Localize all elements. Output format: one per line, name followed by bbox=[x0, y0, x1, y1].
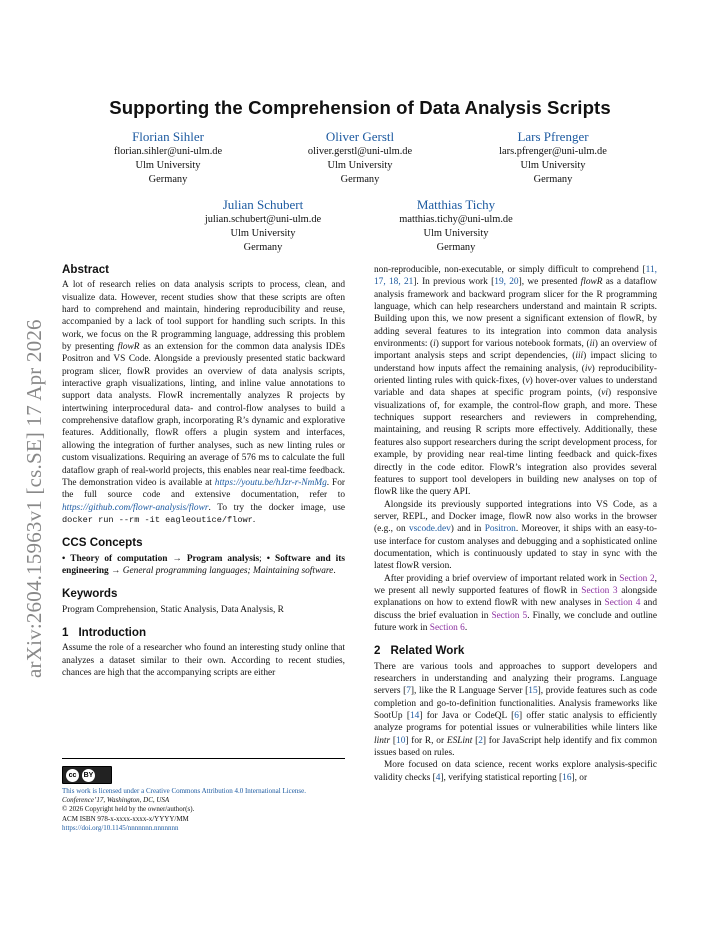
keywords-heading: Keywords bbox=[62, 587, 118, 601]
repository-link[interactable]: https://github.com/flowr-analysis/flowr bbox=[62, 502, 209, 513]
author-affiliation: Ulm University bbox=[327, 159, 393, 171]
introduction-paragraph: Alongside its previously supported integrations into VS Code, as a server, REPL, and Docker image, flowR now also works in the browser (e.g., on vscode.dev) and in Positron. Moreover, it ships with an easy-to-use interface for custom analyses and debugging and a sophisticated online documentation, which is continuously updated to stay in sync with the latest flowR version. bbox=[374, 499, 657, 572]
related-work-text: There are various tools and approaches to support developers and researchers in understanding and analyzing their programs. Language servers [7], like the R Language Server [15], provide features such as code completion and go-to-definition functionalities. Analysis frameworks like SootUp [14] for Java or CodeQL [6] offer static analysis to efficiently analyze programs for potential issues or vulnerabilities while linters like lintr [10] for R, or ESLint [2] for JavaScript help identify and fix common issues based on rules. bbox=[374, 661, 658, 759]
isbn-line: ACM ISBN 978-x-xxxx-xxxx-x/YYYY/MM bbox=[62, 814, 189, 823]
author-email: oliver.gerstl@uni-ulm.de bbox=[307, 146, 413, 157]
section-link[interactable]: Section 4 bbox=[604, 598, 641, 609]
ccs-heading: CCS Concepts bbox=[62, 536, 143, 550]
section-link[interactable]: Section 5 bbox=[491, 610, 528, 621]
introduction-heading: 1 Introduction bbox=[62, 625, 147, 639]
citation-link[interactable]: 16 bbox=[562, 772, 572, 783]
citation-link[interactable]: 4 bbox=[435, 772, 441, 783]
introduction-paragraph: After providing a brief overview of important related work in Section 2, we present all newly supported features of flowR in Section 3 alongside explanations on how to extend flowR with new analyses in Section 4 and discuss the brief evaluation in Section 5. Finally, we conclude and outline future work in Section 6. bbox=[374, 573, 658, 633]
author-name[interactable]: Florian Sihler bbox=[132, 129, 204, 144]
author-affiliation: Ulm University bbox=[520, 159, 586, 171]
docker-command: docker run --rm -it eagleoutice/flowr bbox=[62, 514, 253, 525]
author-email: florian.sihler@uni-ulm.de bbox=[113, 146, 223, 157]
arxiv-identifier: arXiv:2604.15963v1 [cs.SE] 17 Apr 2026 bbox=[22, 319, 46, 678]
author-block bbox=[163, 197, 363, 254]
author-email: lars.pfrenger@uni-ulm.de bbox=[499, 146, 607, 157]
cc-icon: cc bbox=[66, 769, 79, 782]
citation-link[interactable]: 11, 17, 18, 21 bbox=[374, 265, 657, 288]
author-country: Germany bbox=[148, 173, 188, 185]
abstract-heading: Abstract bbox=[62, 263, 110, 276]
introduction-text: Assume the role of a researcher who found an interesting study online that analyzes a dataset similar to their own. According to recent studies, chances are high that the accompanying scripts are either bbox=[62, 643, 345, 678]
author-email: matthias.tichy@uni-ulm.de bbox=[399, 214, 513, 225]
author-block bbox=[356, 197, 556, 254]
citation-link[interactable]: 14 bbox=[410, 711, 420, 722]
right-column bbox=[374, 264, 657, 784]
license-link[interactable]: This work is licensed under a Creative Commons Attribution 4.0 International License. bbox=[62, 787, 306, 795]
author-block bbox=[68, 129, 268, 186]
vscode-dev-link[interactable]: vscode.dev bbox=[408, 524, 451, 535]
author-name[interactable]: Julian Schubert bbox=[222, 197, 304, 212]
license-footnote bbox=[62, 758, 345, 833]
creative-commons-badge[interactable] bbox=[62, 766, 112, 784]
citation-link[interactable]: 6 bbox=[514, 711, 519, 722]
conference-line: Conference’17, Washington, DC, USA bbox=[62, 796, 170, 805]
doi-link[interactable]: https://doi.org/10.1145/nnnnnnn.nnnnnnn bbox=[62, 823, 179, 832]
citation-link[interactable]: 7 bbox=[406, 686, 411, 697]
author-country: Germany bbox=[243, 241, 283, 253]
left-column bbox=[62, 264, 345, 679]
video-link[interactable]: https://youtu.be/hJzr-r-NmMg bbox=[214, 477, 327, 488]
author-country: Germany bbox=[340, 173, 380, 185]
citation-link[interactable]: 2 bbox=[478, 735, 483, 746]
section-link[interactable]: Section 6 bbox=[429, 622, 465, 633]
author-country: Germany bbox=[436, 241, 476, 253]
keywords-text: Program Comprehension, Static Analysis, Data Analysis, R bbox=[62, 604, 284, 615]
introduction-text-continued: non-reproducible, non-executable, or simply difficult to comprehend [11, 17, 18, 21]. In previous work [19, 20], we presented flowR as a dataflow analysis framework and backward program slicer for the R programming language, which can help researchers understand and maintain R scripts. Building upon this, we now present a significant extension of flowR, by adding several features to its integration into common data analysis environments: (i) support for various notebook formats, (ii) an overview of important analysis steps and script dependencies, (iii) impact slicing to understand how inputs affect the remaining analysis, (iv) reproducibility-oriented linting rules with quick-fixes, (v) hover-over values to understand variable and data shapes at specific program points, (vi) responsive visualizations of, for example, the control-flow graph, and more. These techniques support researchers and reviewers in comprehending, maintaining, and reusing R scripts more effectively. Additionally, these features also support researchers during the script development process, for example, by providing near real-time linting feedback and quick-fixes directly in the code editor. FlowR’s integration also provides several features to support tool developers in building new analyses on top of flowR like the query API. bbox=[374, 265, 657, 498]
author-block bbox=[453, 129, 653, 186]
author-affiliation: Ulm University bbox=[230, 227, 296, 239]
section-link[interactable]: Section 2 bbox=[619, 573, 655, 584]
ccs-text: • Theory of computation → Program analysis; • Software and its engineering → General programming languages; Maintaining software. bbox=[62, 553, 346, 576]
author-affiliation: Ulm University bbox=[135, 159, 201, 171]
section-link[interactable]: Section 3 bbox=[581, 585, 618, 596]
positron-link[interactable]: Positron bbox=[484, 524, 516, 535]
related-work-heading: 2 Related Work bbox=[374, 644, 465, 658]
citation-link[interactable]: 10 bbox=[396, 735, 406, 746]
copyright-line: © 2026 Copyright held by the owner/author(s). bbox=[62, 805, 195, 814]
citation-link[interactable]: 15 bbox=[528, 686, 538, 697]
author-country: Germany bbox=[533, 173, 573, 185]
related-work-paragraph: More focused on data science, recent works explore analysis-specific validity checks [4], verifying statistical reporting [16], or bbox=[374, 760, 657, 783]
author-affiliation: Ulm University bbox=[423, 227, 489, 239]
abstract-text: A lot of research relies on data analysis scripts to process, clean, and visualize data. However, recent studies show that these scripts are often hard to comprehend and maintain, hindering reproducibility and reuse, accompanied by a lack of tool support for handling such scripts. In this work, we focus on the R programming language, addressing this problem by presenting flowR as an extension for the common data analysis IDEs Positron and VS Code. Alongside a previously presented static backward program slicer, flowR provides an overview of data analysis scripts, interactive graph visualizations, linting, and inline value annotations to support data analysts. FlowR incrementally analyzes R projects by intertwining interprocedural data- and control-flow analyses to build a comprehensive dataflow graph, incorporating R’s dynamic and explorative features. Additionally, flowR offers a plugin system and interfaces, allowing the integration of further analyses, such as new linting rules or custom visualizations. Requiring an average of 576 ms to calculate the full dataflow graph of real-world projects, this enables near real-time feedback. The demonstration video is available at https://youtu.be/hJzr-r-NmMg. For the full source code and extensive documentation, refer to https://github.com/flowr-analysis/flowr. To try the docker image, use docker run --rm -it eagleoutice/flowr. bbox=[62, 280, 345, 525]
author-name[interactable]: Matthias Tichy bbox=[416, 197, 496, 212]
author-block bbox=[260, 129, 460, 186]
paper-title: Supporting the Comprehension of Data Analysis Scripts bbox=[109, 97, 611, 118]
citation-link[interactable]: 19, 20 bbox=[494, 277, 519, 288]
author-name[interactable]: Oliver Gerstl bbox=[325, 129, 395, 144]
author-email: julian.schubert@uni-ulm.de bbox=[204, 214, 322, 225]
by-icon: BY bbox=[82, 769, 95, 782]
author-name[interactable]: Lars Pfrenger bbox=[517, 129, 589, 144]
